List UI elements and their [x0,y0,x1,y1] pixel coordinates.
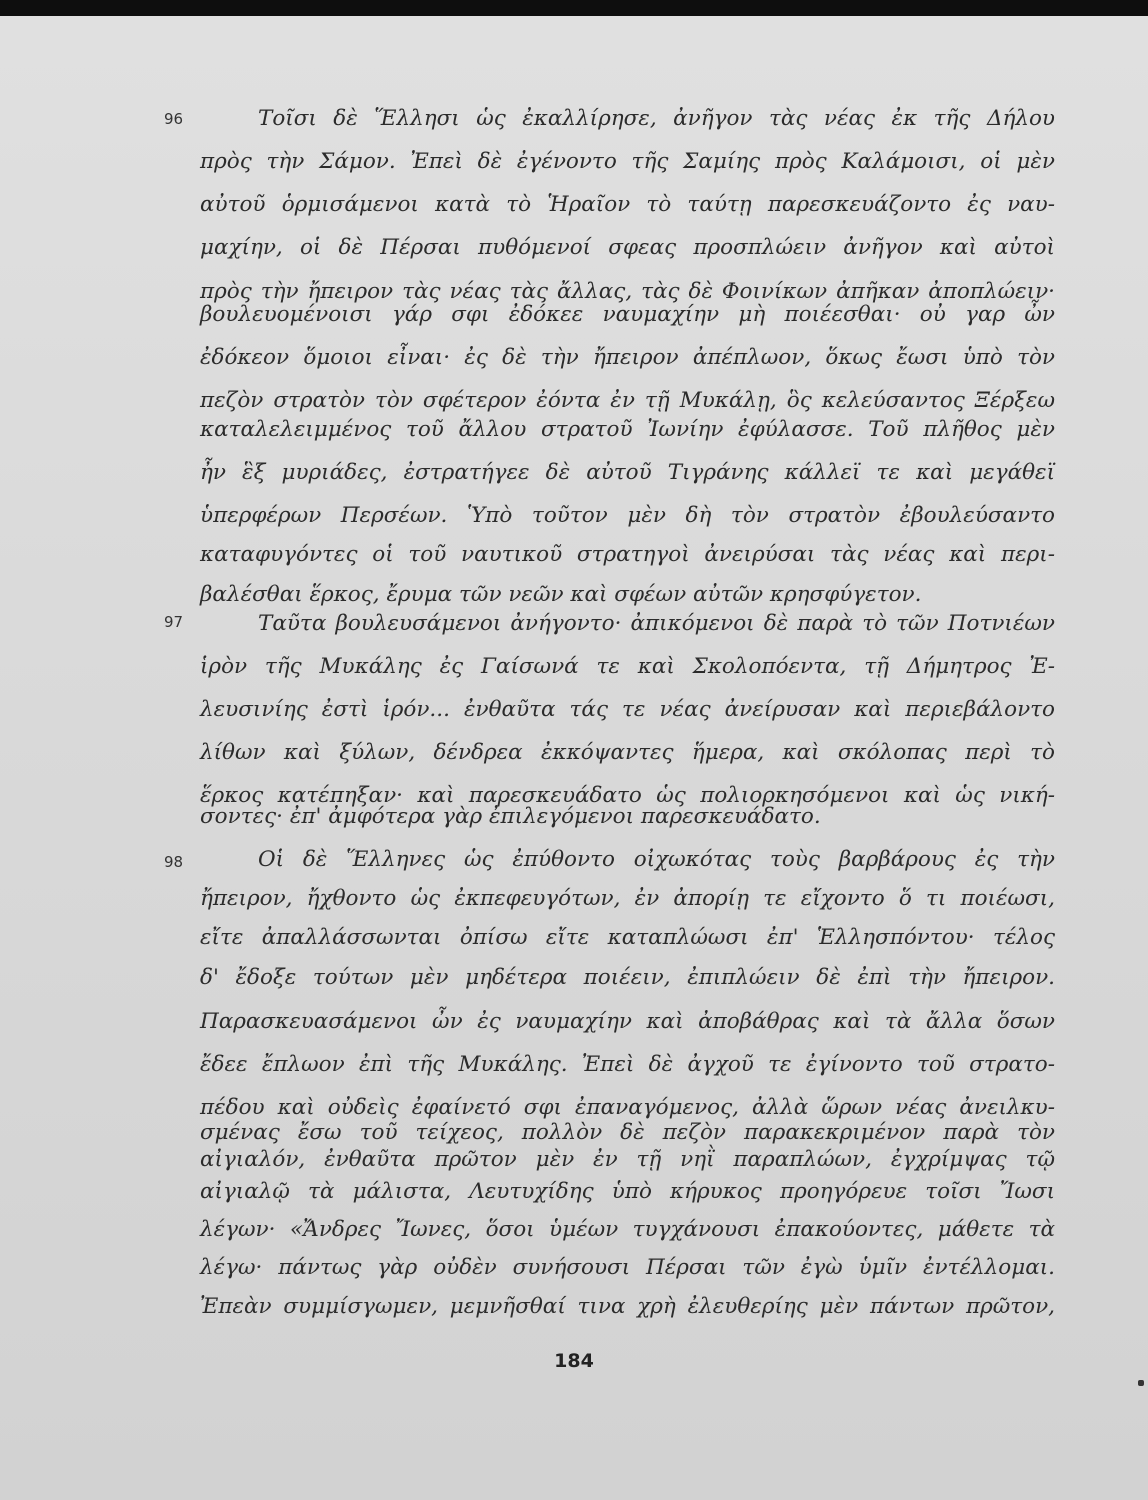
scan-edge-mark [1138,1380,1144,1386]
text-line: μαχίην, οἱ δὲ Πέρσαι πυθόμενοί σφεας προσπλώειν ἀνῆγον καὶ αὐτοὶ [200,235,1055,260]
text-line: ἦν ἓξ μυριάδες, ἐστρατήγεε δὲ αὐτοῦ Τιγράνης κάλλεϊ τε καὶ μεγάθεϊ [200,460,1055,485]
text-line: δ' ἔδοξε τούτων μὲν μηδέτερα ποιέειν, ἐπιπλώειν δὲ ἐπὶ τὴν ἤπειρον. [200,965,1055,990]
text-line: Ταῦτα βουλευσάμενοι ἀνήγοντο· ἀπικόμενοι δὲ παρὰ τὸ τῶν Ποτνιέων [258,611,1055,636]
scan-top-border [0,0,1148,16]
section-number-96: 96 [164,110,184,128]
text-line: αὐτοῦ ὁρμισάμενοι κατὰ τὸ Ἡραῖον τὸ ταύτῃ παρεσκευάζοντο ἐς ναυ- [200,192,1055,217]
text-line: λέγω· πάντως γὰρ οὐδὲν συνήσουσι Πέρσαι τῶν ἐγὼ ὑμῖν ἐντέλλομαι. [200,1255,1055,1280]
text-line: πεζὸν στρατὸν τὸν σφέτερον ἐόντα ἐν τῇ Μυκάλῃ, ὃς κελεύσαντος Ξέρξεω [200,388,1055,413]
text-line: αἰγιαλῷ τὰ μάλιστα, Λευτυχίδης ὑπὸ κήρυκος προηγόρευε τοῖσι Ἴωσι [200,1179,1055,1204]
text-line: Ἐπεὰν συμμίσγωμεν, μεμνῆσθαί τινα χρὴ ἐλευθερίης μὲν πάντων πρῶτον, [200,1294,1055,1319]
text-line: ἱρὸν τῆς Μυκάλης ἐς Γαίσωνά τε καὶ Σκολοπόεντα, τῇ Δήμητρος Ἐ- [200,654,1055,679]
text-line: σοντες· ἐπ' ἀμφότερα γὰρ ἐπιλεγόμενοι παρεσκευάδατο. [200,804,821,829]
text-line: σμένας ἔσω τοῦ τείχεος, πολλὸν δὲ πεζὸν παρακεκριμένον παρὰ τὸν [200,1120,1055,1145]
text-line: καταφυγόντες οἱ τοῦ ναυτικοῦ στρατηγοὶ ἀνειρύσαι τὰς νέας καὶ περι- [200,542,1055,567]
book-page [0,16,1148,1500]
text-line: λίθων καὶ ξύλων, δένδρεα ἐκκόψαντες ἥμερα, καὶ σκόλοπας περὶ τὸ [200,740,1055,765]
text-line: πέδου καὶ οὐδεὶς ἐφαίνετό σφι ἐπαναγόμενος, ἀλλὰ ὥρων νέας ἀνειλκυ- [200,1095,1055,1120]
section-number-97: 97 [164,613,184,631]
text-line: ἐδόκεον ὅμοιοι εἶναι· ἐς δὲ τὴν ἤπειρον ἀπέπλωον, ὅκως ἔωσι ὑπὸ τὸν [200,345,1055,370]
page-number: 184 [554,1350,594,1372]
text-line: λευσινίης ἐστὶ ἱρόν... ἐνθαῦτα τάς τε νέας ἀνείρυσαν καὶ περιεβάλοντο [200,697,1055,722]
text-line: ὑπερφέρων Περσέων. Ὑπὸ τοῦτον μὲν δὴ τὸν στρατὸν ἐβουλεύσαντο [200,503,1055,528]
text-line: ἤπειρον, ἤχθοντο ὡς ἐκπεφευγότων, ἐν ἀπορίῃ τε εἴχοντο ὅ τι ποιέωσι, [200,886,1055,911]
text-line: πρὸς τὴν Σάμον. Ἐπεὶ δὲ ἐγένοντο τῆς Σαμίης πρὸς Καλάμοισι, οἱ μὲν [200,149,1055,174]
text-line: καταλελειμμένος τοῦ ἄλλου στρατοῦ Ἰωνίην ἐφύλασσε. Τοῦ πλῆθος μὲν [200,417,1055,442]
text-line: βαλέσθαι ἕρκος, ἔρυμα τῶν νεῶν καὶ σφέων αὐτῶν κρησφύγετον. [200,582,922,607]
text-line: ἔδεε ἔπλωον ἐπὶ τῆς Μυκάλης. Ἐπεὶ δὲ ἀγχοῦ τε ἐγίνοντο τοῦ στρατο- [200,1052,1055,1077]
text-line: Τοῖσι δὲ Ἕλλησι ὡς ἐκαλλίρησε, ἀνῆγον τὰς νέας ἐκ τῆς Δήλου [258,106,1055,131]
text-line: Οἱ δὲ Ἕλληνες ὡς ἐπύθοντο οἰχωκότας τοὺς βαρβάρους ἐς τὴν [258,847,1055,872]
text-line: εἴτε ἀπαλλάσσωνται ὀπίσω εἴτε καταπλώωσι ἐπ' Ἑλλησπόντου· τέλος [200,925,1055,950]
text-line: Παρασκευασάμενοι ὦν ἐς ναυμαχίην καὶ ἀποβάθρας καὶ τὰ ἄλλα ὅσων [200,1009,1055,1034]
section-number-98: 98 [164,853,184,871]
text-line: αἰγιαλόν, ἐνθαῦτα πρῶτον μὲν ἐν τῇ νηῒ παραπλώων, ἐγχρίμψας τῷ [200,1147,1055,1172]
text-line: βουλευομένοισι γάρ σφι ἐδόκεε ναυμαχίην μὴ ποιέεσθαι· οὐ γαρ ὦν [200,302,1055,327]
text-line: πρὸς τὴν ἤπειρον τὰς νέας τὰς ἄλλας, τὰς δὲ Φοινίκων ἀπῆκαν ἀποπλώειν· [200,279,1055,304]
text-line: λέγων· «Ἄνδρες Ἴωνες, ὅσοι ὑμέων τυγχάνουσι ἐπακούοντες, μάθετε τὰ [200,1217,1055,1242]
text-line: ἕρκος κατέπηξαν· καὶ παρεσκευάδατο ὡς πολιορκησόμενοι καὶ ὡς νική- [200,783,1055,808]
